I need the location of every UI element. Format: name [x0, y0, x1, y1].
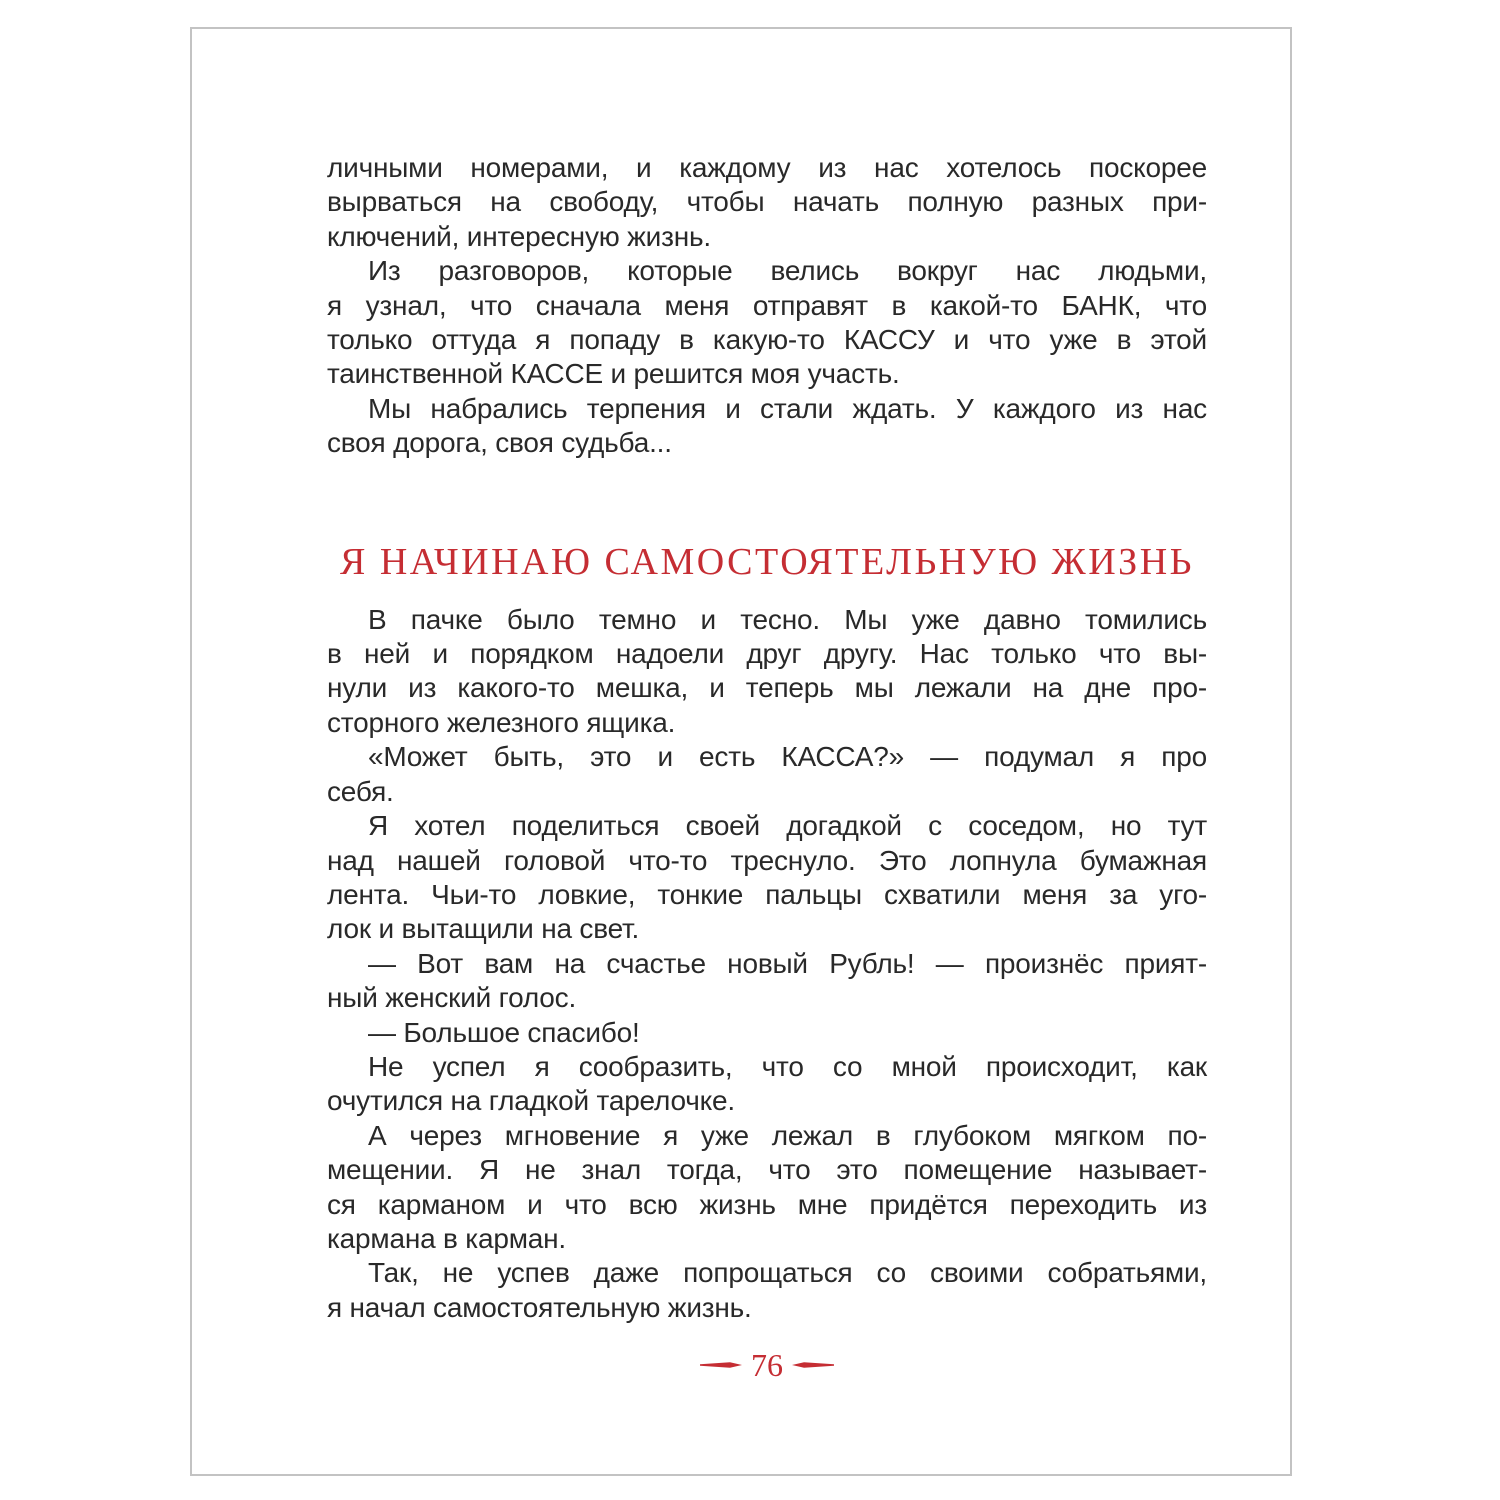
- body-text-line: над нашей головой что-то треснуло. Это лопнула бумажная: [327, 844, 1207, 876]
- body-text-line: Из разговоров, которые велись вокруг нас людьми,: [368, 255, 1207, 287]
- page-number: 76: [751, 1347, 783, 1384]
- body-text-line: я начал самостоятельную жизнь.: [327, 1291, 752, 1323]
- page-footer: [327, 1348, 1207, 1382]
- body-text-line: ный женский голос.: [327, 982, 577, 1014]
- body-text-line: — Большое спасибо!: [368, 1016, 640, 1048]
- body-text-line: своя дорога, своя судьба...: [327, 427, 672, 459]
- body-text-line: я узнал, что сначала меня отправят в какой-то БАНК, что: [327, 289, 1207, 321]
- chapter-title: Я НАЧИНАЮ САМОСТОЯТЕЛЬНУЮ ЖИЗНЬ: [340, 540, 1194, 583]
- body-text-line: лок и вытащили на свет.: [327, 913, 640, 945]
- body-text-line: личными номерами, и каждому из нас хотелось поскорее: [327, 152, 1207, 183]
- body-section-after-heading: [327, 603, 1207, 1326]
- body-text-line: Мы набрались терпения и стали ждать. У каждого из нас: [368, 392, 1207, 424]
- body-text-line: только оттуда я попаду в какую-то КАССУ и что уже в этой: [327, 324, 1207, 356]
- body-text-line: Я хотел поделиться своей догадкой с соседом, но тут: [368, 810, 1207, 842]
- book-page: [190, 27, 1292, 1476]
- body-text-line: В пачке было темно и тесно. Мы уже давно томились: [368, 603, 1207, 635]
- body-text-line: Так, не успев даже попрощаться со своими собратьями,: [368, 1257, 1207, 1289]
- body-text-line: в ней и порядком надоели друг другу. Нас только что вы-: [327, 638, 1207, 670]
- body-text-line: очутился на гладкой тарелочке.: [327, 1085, 735, 1117]
- folio-ornament-dash-right: [792, 1362, 834, 1368]
- body-text-line: лента. Чьи-то ловкие, тонкие пальцы схватили меня за уго-: [327, 878, 1207, 910]
- body-text-line: себя.: [327, 775, 394, 807]
- body-text-line: вырваться на свободу, чтобы начать полную разных при-: [327, 186, 1207, 218]
- body-text-line: ся карманом и что всю жизнь мне придётся переходить из: [327, 1188, 1207, 1220]
- body-text-line: сторного железного ящика.: [327, 706, 676, 738]
- body-section-before-heading: [327, 151, 1207, 461]
- body-text-line: нули из какого-то мешка, и теперь мы лежали на дне про-: [327, 672, 1207, 704]
- body-text-line: «Может быть, это и есть КАССА?» — подумал я про: [368, 741, 1207, 773]
- body-text-line: таинственной КАССЕ и решится моя участь.: [327, 358, 900, 390]
- folio-ornament-dash-left: [700, 1362, 742, 1368]
- body-text-line: Не успел я сообразить, что со мной происходит, как: [368, 1050, 1207, 1082]
- body-text-line: — Вот вам на счастье новый Рубль! — произнёс прият-: [368, 947, 1207, 979]
- body-text-line: ключений, интересную жизнь.: [327, 220, 711, 252]
- body-text-line: А через мгновение я уже лежал в глубоком мягком по-: [368, 1119, 1207, 1151]
- body-text-line: мещении. Я не знал тогда, что это помещение называет-: [327, 1154, 1207, 1186]
- text-column: [327, 29, 1207, 1382]
- body-text-line: кармана в карман.: [327, 1222, 566, 1254]
